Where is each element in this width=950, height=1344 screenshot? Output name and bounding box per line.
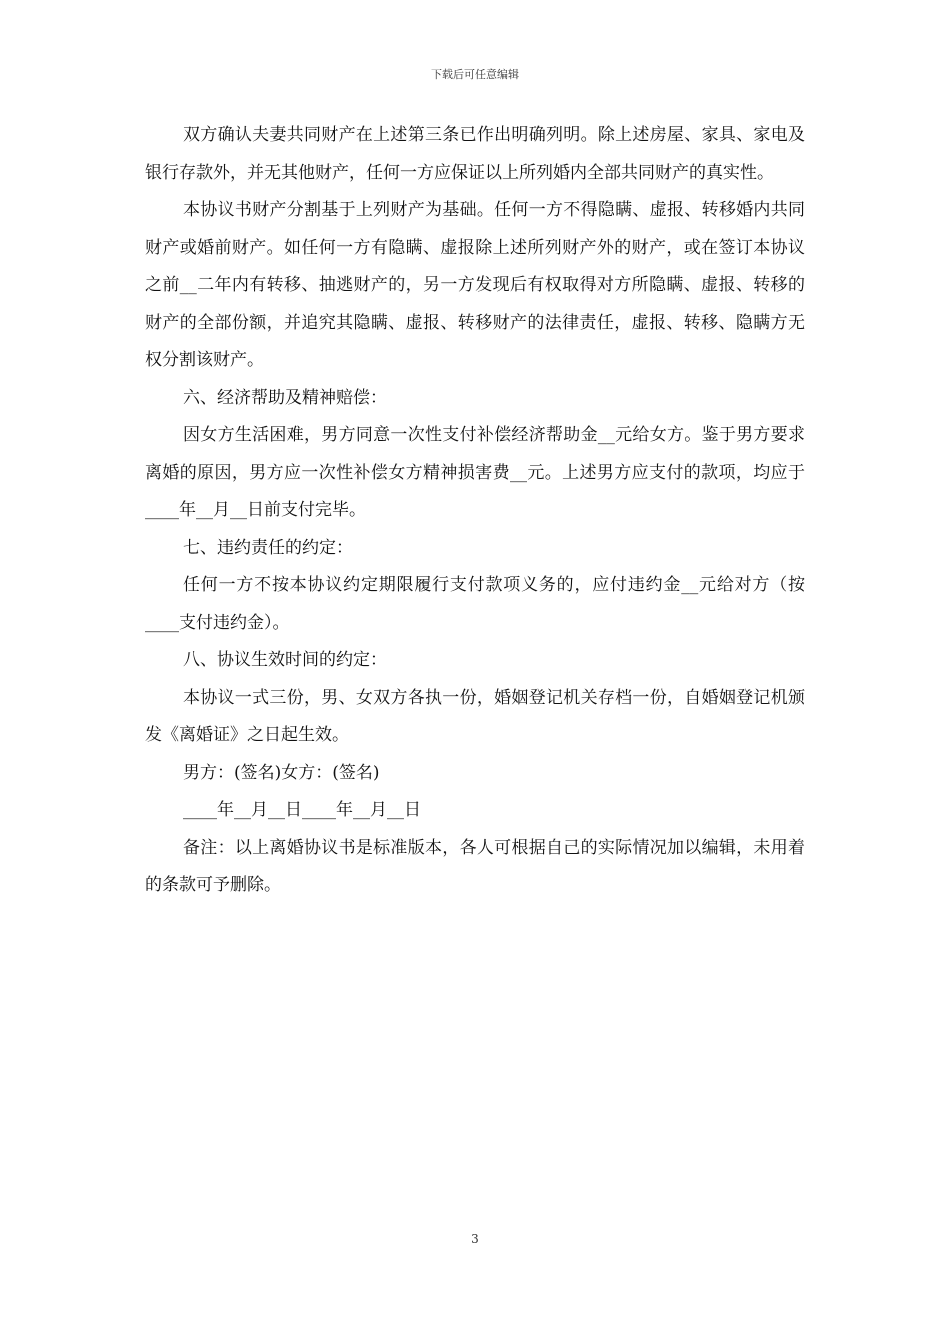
section-heading-breach: 七、违约责任的约定： bbox=[183, 537, 353, 558]
paragraph-effective-time: 本协议一式三份，男、女双方各执一份，婚姻登记机关存档一份，自婚姻登记机颁发《离婚证》之日起生效。 bbox=[145, 687, 805, 745]
paragraph-remark: 备注：以上离婚协议书是标准版本，各人可根据自己的实际情况加以编辑，未用着的条款可予删除。 bbox=[145, 837, 805, 895]
paragraph-property-division: 本协议书财产分割基于上列财产为基础。任何一方不得隐瞒、虚报、转移婚内共同财产或婚前财产。如任何一方有隐瞒、虚报除上述所列财产外的财产，或在签订本协议之前__二年内有转移、抽逃财产的，另一方发现后有权取得对方所隐瞒、虚报、转移的财产的全部份额，并追究其隐瞒、虚报、转移财产的法律责任，虚报、转移、隐瞒方无权分割该财产。 bbox=[145, 200, 805, 370]
paragraph-economic-help: 因女方生活困难，男方同意一次性支付补偿经济帮助金__元给女方。鉴于男方要求离婚的原因，男方应一次性补偿女方精神损害费__元。上述男方应支付的款项，均应于____年__月__日前支付完毕。 bbox=[145, 425, 805, 520]
date-line: ____年__月__日____年__月__日 bbox=[183, 800, 421, 820]
signature-line: 男方：(签名)女方：(签名) bbox=[183, 762, 380, 783]
paragraph-property-confirmation: 双方确认夫妻共同财产在上述第三条已作出明确列明。除上述房屋、家具、家电及银行存款外，并无其他财产，任何一方应保证以上所列婚内全部共同财产的真实性。 bbox=[145, 125, 805, 183]
document-body bbox=[145, 117, 805, 905]
header-note: 下载后可任意编辑 bbox=[431, 68, 519, 81]
paragraph-breach: 任何一方不按本协议约定期限履行支付款项义务的，应付违约金__元给对方（按____支付违约金）。 bbox=[145, 575, 805, 633]
section-heading-economic-help: 六、经济帮助及精神赔偿： bbox=[183, 387, 387, 408]
section-heading-effective-time: 八、协议生效时间的约定： bbox=[183, 650, 387, 670]
page-number: 3 bbox=[471, 1232, 479, 1246]
